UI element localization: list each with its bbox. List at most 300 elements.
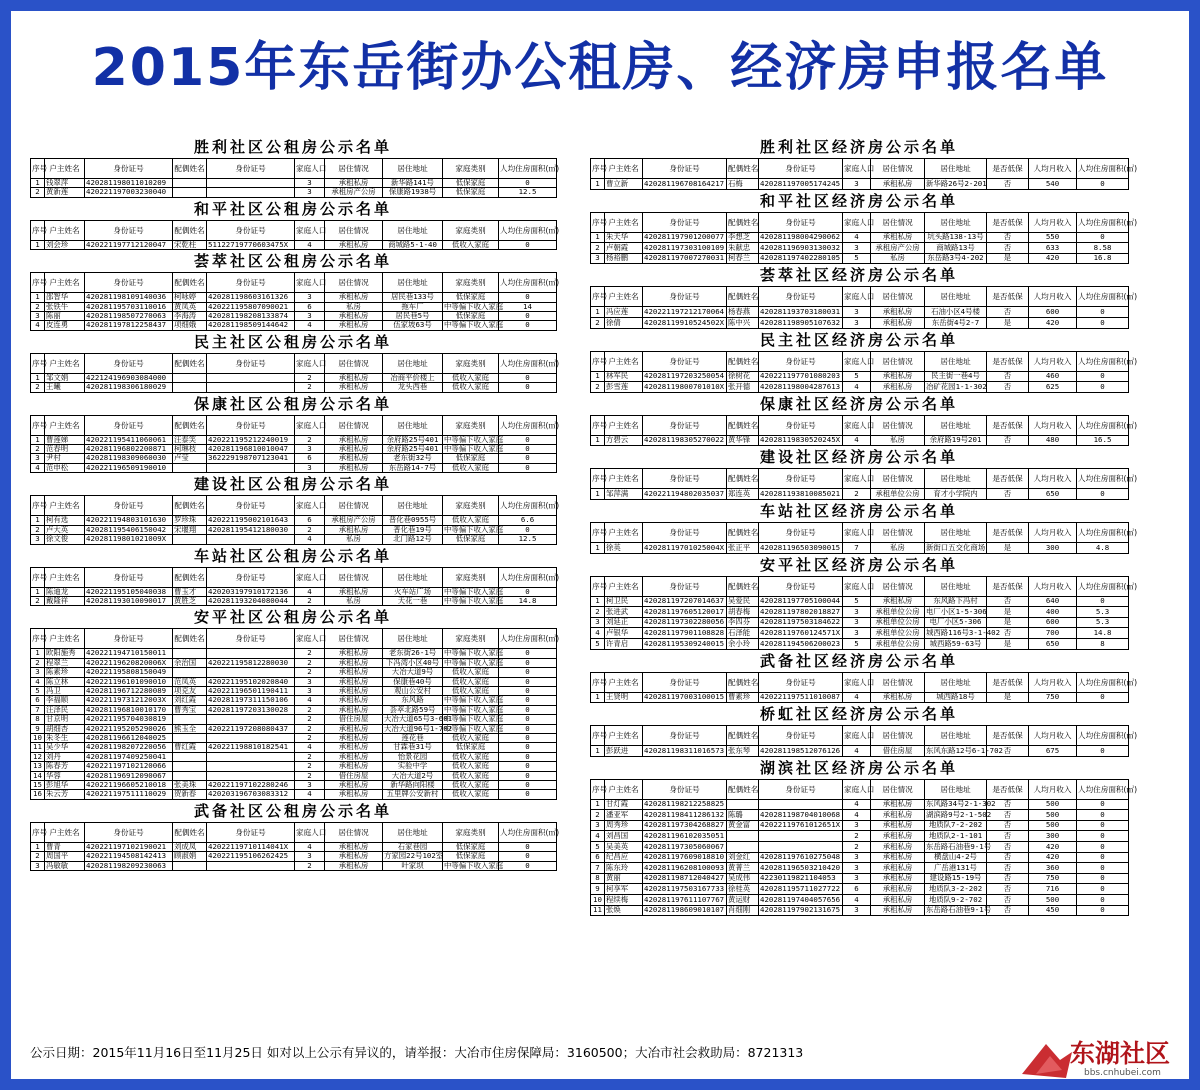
table-cell: 胡春梅 bbox=[727, 607, 759, 618]
table-cell: 420281196612040025 bbox=[85, 733, 173, 742]
table-cell: 420221195212240019 bbox=[207, 435, 295, 444]
column-header: 身份证号 bbox=[85, 415, 173, 435]
table-row bbox=[591, 382, 1129, 393]
column-header: 居住地址 bbox=[925, 159, 987, 179]
table-cell: 2 bbox=[295, 383, 325, 392]
column-header: 身份证号 bbox=[207, 496, 295, 516]
column-header: 居住情况 bbox=[325, 220, 383, 240]
table-cell: 0 bbox=[499, 435, 557, 444]
column-header: 居住地址 bbox=[925, 351, 987, 371]
table-cell: 黄胜芝 bbox=[173, 596, 207, 605]
table-cell: 2 bbox=[295, 649, 325, 658]
table-cell: 石家巷园 bbox=[383, 842, 443, 851]
table-cell: 吴成伟 bbox=[727, 873, 759, 884]
table-cell: 私房 bbox=[325, 302, 383, 311]
section-title: 胜利社区经济房公示名单 bbox=[759, 138, 958, 156]
table-cell: 黄丽 bbox=[605, 873, 643, 884]
table-cell: 420221197712120047 bbox=[85, 240, 173, 249]
column-header: 居住情况 bbox=[871, 522, 925, 542]
table-cell: 500 bbox=[1029, 895, 1077, 906]
table-cell: 冯卫 bbox=[45, 686, 85, 695]
table-cell: 低保家庭 bbox=[443, 293, 499, 302]
table-cell: 否 bbox=[987, 852, 1029, 863]
table-cell: 是 bbox=[987, 617, 1029, 628]
table-cell: 借住房屋 bbox=[325, 771, 383, 780]
table-cell: 东风路34号2-1-302 bbox=[926, 799, 996, 809]
table-cell: 420281197611107767 bbox=[643, 895, 727, 906]
table-row bbox=[591, 638, 1129, 649]
table-cell: 420221195002101643 bbox=[207, 516, 295, 525]
table-cell: 4 bbox=[31, 463, 45, 472]
section-title: 湖滨社区经济房公示名单 bbox=[759, 758, 958, 777]
table-cell: 6 bbox=[295, 516, 325, 525]
column-header: 家庭人口 bbox=[843, 522, 871, 542]
table-cell: 420281198311016573 bbox=[643, 746, 727, 757]
table-cell: 540 bbox=[1029, 179, 1077, 190]
table-cell: 许青启 bbox=[605, 638, 643, 649]
table-cell: 4 bbox=[843, 382, 871, 393]
column-header: 身份证号 bbox=[85, 273, 173, 293]
column-header: 配偶姓名 bbox=[173, 273, 207, 293]
table-cell: 冶商平价楼上 bbox=[383, 373, 443, 382]
table-cell: 420281198411286132 bbox=[643, 810, 727, 821]
table-cell: 余府路25号401 bbox=[383, 445, 443, 454]
table-cell: 五里牌公安新村 bbox=[383, 790, 443, 799]
header-row bbox=[591, 672, 1129, 692]
column-header: 居住地址 bbox=[383, 822, 443, 842]
column-header: 序号 bbox=[591, 351, 605, 371]
header-row bbox=[31, 159, 557, 179]
table-cell: 420281198306180029 bbox=[85, 383, 173, 392]
table-cell: 4 bbox=[843, 232, 871, 243]
table-cell: 42028119800701010X bbox=[643, 382, 727, 393]
table-cell bbox=[207, 383, 295, 392]
table-cell: 伍家坡63号 bbox=[383, 321, 443, 330]
table-cell: 承租私房 bbox=[325, 445, 383, 454]
column-header: 家庭人口 bbox=[295, 567, 325, 587]
column-header: 户主姓名 bbox=[605, 469, 643, 489]
table-cell: 李福顺 bbox=[45, 696, 85, 705]
table-cell: 420281198305270022 bbox=[643, 435, 727, 446]
table-cell: 0 bbox=[499, 383, 557, 392]
table-cell: 3 bbox=[295, 312, 325, 321]
column-header: 家庭人口 bbox=[295, 415, 325, 435]
column-header: 家庭类别 bbox=[443, 159, 499, 179]
table-cell: 420281198212258825 bbox=[643, 799, 727, 810]
column-header: 人均月收入 bbox=[1029, 576, 1077, 596]
table-cell: 420281197902131675 bbox=[759, 905, 843, 916]
column-header: 居住地址 bbox=[925, 779, 987, 799]
table-row bbox=[31, 321, 557, 330]
table-cell: 下冯湾小区40号 bbox=[383, 658, 443, 667]
column-header: 居住情况 bbox=[325, 273, 383, 293]
table-cell: 420221194803101630 bbox=[85, 516, 173, 525]
table-row bbox=[591, 895, 1129, 906]
table-cell: 420281197610275048 bbox=[759, 852, 843, 863]
column-header: 家庭类别 bbox=[443, 496, 499, 516]
table-cell: 低收入家庭 bbox=[443, 677, 499, 686]
economic-housing-column bbox=[590, 136, 1138, 916]
table-cell: 0 bbox=[499, 790, 557, 799]
column-header: 家庭人口 bbox=[843, 672, 871, 692]
table-cell: 420281197203130028 bbox=[207, 705, 295, 714]
table-cell: 汪泰笑 bbox=[173, 435, 207, 444]
column-header: 居住情况 bbox=[871, 351, 925, 371]
table-cell: 1 bbox=[31, 842, 45, 851]
column-header: 人均月收入 bbox=[1029, 287, 1077, 307]
table-cell: 否 bbox=[987, 435, 1029, 446]
table-cell: 陈中兴 bbox=[727, 317, 759, 328]
table-cell: 曹莲娣 bbox=[45, 435, 85, 444]
table-cell: 皮连勇 bbox=[45, 321, 85, 330]
table-cell: 42028119701025004X bbox=[643, 542, 727, 553]
table-cell: 42230119821104053 bbox=[759, 873, 843, 884]
table-cell bbox=[207, 188, 295, 197]
table-cell: 420221195411060061 bbox=[85, 435, 173, 444]
table-cell: 中等偏下收入家庭 bbox=[444, 586, 504, 596]
table-cell: 承租房产公房 bbox=[325, 516, 383, 525]
table-cell: 大冶大道2号 bbox=[383, 771, 443, 780]
table-cell: 承租私房 bbox=[325, 724, 383, 733]
column-header: 家庭人口 bbox=[295, 629, 325, 649]
table-cell: 716 bbox=[1029, 884, 1077, 895]
table-cell: 420281193204080044 bbox=[207, 596, 295, 605]
table-cell: 邹萍满 bbox=[605, 489, 643, 500]
table-cell: 420281198512076126 bbox=[759, 746, 843, 757]
table-cell: 否 bbox=[987, 799, 1029, 810]
table-cell: 承租私房 bbox=[325, 649, 383, 658]
table-cell: 承租私房 bbox=[325, 677, 383, 686]
table-cell: 420203197910172136 bbox=[207, 587, 295, 596]
table-cell bbox=[207, 179, 295, 188]
table-cell: 承租私房 bbox=[871, 692, 925, 703]
column-header: 户主姓名 bbox=[605, 672, 643, 692]
table-cell: 400 bbox=[1029, 607, 1077, 618]
column-header: 居住地址 bbox=[383, 629, 443, 649]
column-header: 居住地址 bbox=[925, 522, 987, 542]
table-cell: 3 bbox=[591, 617, 605, 628]
table-cell: 42028119830520245X bbox=[759, 435, 843, 446]
table-cell: 刘延正 bbox=[605, 617, 643, 628]
table-cell: 地质队3-2-202 bbox=[925, 884, 987, 895]
table-cell: 杨裕鹏 bbox=[605, 253, 643, 264]
table-cell: 420281196903130032 bbox=[759, 243, 843, 254]
table-cell: 否 bbox=[987, 831, 1029, 842]
column-header: 户主姓名 bbox=[605, 726, 643, 746]
table-cell: 0 bbox=[499, 312, 557, 321]
column-header: 家庭人口 bbox=[843, 212, 871, 232]
section-title: 安平社区经济房公示名单 bbox=[759, 555, 958, 574]
table-cell: 0 bbox=[499, 852, 557, 861]
column-header: 居住情况 bbox=[325, 629, 383, 649]
table-cell: 居民巷133号 bbox=[383, 293, 443, 302]
header-row bbox=[31, 353, 557, 373]
table-cell: 熊玉全 bbox=[173, 724, 207, 733]
table-cell: 中等偏下收入家庭 bbox=[444, 657, 504, 667]
table-cell: 曹立新 bbox=[605, 179, 643, 190]
table-cell: 3 bbox=[843, 307, 871, 318]
table-cell: 4 bbox=[295, 743, 325, 752]
table-row bbox=[591, 243, 1129, 254]
column-header: 配偶姓名 bbox=[727, 726, 759, 746]
column-header: 是否低保 bbox=[987, 726, 1029, 746]
table-cell: 否 bbox=[987, 489, 1029, 500]
table-cell: 低收入家庭 bbox=[443, 781, 499, 790]
table-cell: 4 bbox=[843, 799, 871, 810]
column-header: 家庭人口 bbox=[295, 353, 325, 373]
table-cell: 4 bbox=[295, 842, 325, 851]
table-cell: 5.3 bbox=[1077, 607, 1129, 618]
table-cell: 1 bbox=[31, 516, 45, 525]
table-cell: 420221197102120066 bbox=[85, 762, 173, 771]
table-row bbox=[31, 715, 557, 724]
table-cell: 承租私房 bbox=[325, 463, 383, 472]
table-cell: 张东琴 bbox=[727, 746, 759, 757]
column-header: 是否低保 bbox=[987, 351, 1029, 371]
column-header: 居住情况 bbox=[871, 287, 925, 307]
section-left-3 bbox=[30, 331, 560, 393]
table-cell: 420221197212170064 bbox=[643, 307, 727, 318]
table-cell: 2 bbox=[295, 658, 325, 667]
table-cell: 中等偏下收入家庭 bbox=[444, 714, 504, 724]
table-row bbox=[31, 668, 557, 677]
column-header: 配偶姓名 bbox=[173, 220, 207, 240]
table-cell: 420281197705100044 bbox=[759, 596, 843, 607]
column-header: 是否低保 bbox=[987, 415, 1029, 435]
table-cell: 14 bbox=[499, 302, 557, 311]
table-cell: 420281197605120017 bbox=[643, 607, 727, 618]
table-cell: 0 bbox=[499, 677, 557, 686]
table-cell: 陈春芳 bbox=[45, 762, 85, 771]
table-cell: 私房 bbox=[325, 535, 383, 544]
header-row bbox=[31, 629, 557, 649]
table-cell: 700 bbox=[1029, 628, 1077, 639]
table-cell: 420281198603161326 bbox=[207, 293, 295, 302]
table-row bbox=[591, 628, 1129, 639]
section-right-3 bbox=[590, 329, 1138, 393]
table-cell: 420281198207220056 bbox=[85, 743, 173, 752]
table-cell: 0 bbox=[499, 861, 557, 870]
column-header: 家庭人口 bbox=[843, 415, 871, 435]
table-cell bbox=[759, 799, 843, 810]
table-cell: 4 bbox=[31, 677, 45, 686]
table-cell: 3 bbox=[843, 243, 871, 254]
table-cell: 柯享军 bbox=[605, 884, 643, 895]
table-cell: 13 bbox=[31, 762, 45, 771]
table-cell: 0 bbox=[499, 842, 557, 851]
table-cell: 曹青 bbox=[45, 842, 85, 851]
column-header: 居住地址 bbox=[925, 576, 987, 596]
table-cell: 低保家庭 bbox=[443, 852, 499, 861]
table-cell: 承租私房 bbox=[871, 371, 925, 382]
table-cell: 刘昌国 bbox=[605, 831, 643, 842]
table-cell: 420281196503090015 bbox=[759, 542, 843, 553]
table-cell: 朱云芳 bbox=[45, 790, 85, 799]
table-cell: 刘成凤 bbox=[173, 842, 207, 851]
table-cell: 荟萃北路59号 bbox=[383, 705, 443, 714]
table-cell: 14.8 bbox=[1077, 628, 1129, 639]
column-header: 配偶姓名 bbox=[173, 415, 207, 435]
table-cell: 5 bbox=[843, 371, 871, 382]
table-cell: 3 bbox=[295, 463, 325, 472]
table-cell: 低保家庭 bbox=[443, 743, 499, 752]
table-cell: 甘霖巷31号 bbox=[383, 743, 443, 752]
column-header: 居住情况 bbox=[325, 159, 383, 179]
table-cell: 420281193703180031 bbox=[759, 307, 843, 318]
section-title: 荟萃社区经济房公示名单 bbox=[759, 266, 958, 285]
table-cell: 420281198704010068 bbox=[759, 810, 843, 821]
table-cell: 3 bbox=[591, 253, 605, 264]
table-cell: 420221194710150011 bbox=[85, 649, 173, 658]
table-cell bbox=[173, 373, 207, 382]
column-header: 身份证号 bbox=[643, 469, 727, 489]
table-row bbox=[31, 293, 557, 302]
table-cell: 420281198004287613 bbox=[759, 382, 843, 393]
table-cell bbox=[173, 463, 207, 472]
column-header: 户主姓名 bbox=[45, 567, 85, 587]
table-cell: 低收入家庭 bbox=[443, 762, 499, 771]
table-cell: 承租私房 bbox=[871, 820, 925, 831]
table-cell: 0 bbox=[499, 587, 557, 596]
table-cell: 程翠兰 bbox=[45, 658, 85, 667]
table-cell: 承租私房 bbox=[325, 762, 383, 771]
table-cell: 16.5 bbox=[1077, 435, 1129, 446]
table-row bbox=[591, 307, 1129, 318]
table-cell bbox=[173, 861, 207, 870]
footer-notice: 公示日期：2015年11月16日至11月25日 如对以上公示有异议的，请举报：大冶市住房保障局：3160500；大冶市社会救助局：8721313 bbox=[30, 1045, 804, 1060]
column-header: 序号 bbox=[31, 159, 45, 179]
column-header: 序号 bbox=[31, 822, 45, 842]
column-header: 配偶姓名 bbox=[173, 159, 207, 179]
roster-table bbox=[590, 286, 1138, 328]
header-row bbox=[591, 287, 1129, 307]
table-cell: 420281197311150106 bbox=[207, 696, 295, 705]
table-cell: 420281196810010047 bbox=[207, 445, 295, 454]
column-header: 居住情况 bbox=[871, 576, 925, 596]
column-header: 身份证号 bbox=[643, 576, 727, 596]
table-row bbox=[591, 799, 1129, 810]
table-cell: 420221195205290026 bbox=[85, 724, 173, 733]
table-cell: 李海涛 bbox=[173, 312, 207, 321]
column-header: 配偶姓名 bbox=[727, 415, 759, 435]
table-cell: 彭雪莲 bbox=[605, 382, 643, 393]
table-cell: 14.8 bbox=[499, 596, 557, 605]
roster-table bbox=[590, 725, 1138, 757]
table-cell: 300 bbox=[1029, 542, 1077, 553]
table-cell: 1 bbox=[591, 371, 605, 382]
column-header: 家庭类别 bbox=[443, 567, 499, 587]
column-header: 身份证号 bbox=[759, 726, 843, 746]
column-header: 户主姓名 bbox=[45, 629, 85, 649]
table-cell: 保康巷40号 bbox=[383, 677, 443, 686]
table-cell: 潘亚军 bbox=[605, 810, 643, 821]
column-header: 户主姓名 bbox=[45, 159, 85, 179]
table-cell: 420281195406150042 bbox=[85, 525, 173, 534]
table-cell: 低收入家庭 bbox=[443, 790, 499, 799]
table-cell: 3 bbox=[843, 617, 871, 628]
table-cell: 承租私房 bbox=[325, 587, 383, 596]
table-cell: 0 bbox=[499, 696, 557, 705]
table-row bbox=[31, 649, 557, 658]
table-cell bbox=[207, 752, 295, 761]
table-cell: 方碧云 bbox=[605, 435, 643, 446]
table-cell: 柯卫民 bbox=[605, 596, 643, 607]
table-cell: 420281196810010170 bbox=[85, 705, 173, 714]
table-cell: 否 bbox=[987, 746, 1029, 757]
table-cell: 新华路141号 bbox=[383, 179, 443, 188]
table-cell: 420221197511010087 bbox=[759, 692, 843, 703]
table-cell: 东风路下冯村 bbox=[925, 596, 987, 607]
table-cell: 10 bbox=[31, 733, 45, 742]
table-cell: 黄凤英 bbox=[173, 302, 207, 311]
table-cell: 吴少华 bbox=[45, 743, 85, 752]
table-cell: 承租私房 bbox=[871, 831, 925, 842]
table-cell: 4 bbox=[843, 746, 871, 757]
table-cell: 3 bbox=[295, 781, 325, 790]
column-header: 序号 bbox=[591, 159, 605, 179]
table-cell: 黄菁兰 bbox=[727, 863, 759, 874]
table-cell: 2 bbox=[31, 852, 45, 861]
table-cell: 3 bbox=[295, 188, 325, 197]
column-header: 人均月收入 bbox=[1029, 522, 1077, 542]
column-header: 居住地址 bbox=[383, 496, 443, 516]
table-cell: 420281195711027722 bbox=[759, 884, 843, 895]
table-row bbox=[591, 253, 1129, 264]
table-cell: 承租私房 bbox=[871, 382, 925, 393]
table-cell: 火车站广场 bbox=[383, 587, 443, 596]
table-cell: 彭旭华 bbox=[45, 781, 85, 790]
column-header: 配偶姓名 bbox=[727, 351, 759, 371]
table-cell: 否 bbox=[987, 863, 1029, 874]
table-cell: 1 bbox=[591, 542, 605, 553]
table-cell: 2 bbox=[295, 435, 325, 444]
table-cell bbox=[207, 463, 295, 472]
table-cell: 12 bbox=[31, 752, 45, 761]
section-title: 建设社区公租房公示名单 bbox=[193, 475, 392, 494]
table-cell: 3 bbox=[843, 873, 871, 884]
column-header: 居住地址 bbox=[925, 212, 987, 232]
table-cell: 承租私房 bbox=[325, 861, 383, 870]
table-cell bbox=[173, 752, 207, 761]
table-cell: 2 bbox=[295, 668, 325, 677]
table-cell: 地质队9-2-702 bbox=[925, 895, 987, 906]
table-cell: 420281198011010209 bbox=[85, 179, 173, 188]
section-right-5 bbox=[590, 446, 1138, 500]
column-header: 居住地址 bbox=[383, 273, 443, 293]
roster-table bbox=[590, 779, 1138, 917]
column-header: 身份证号 bbox=[643, 726, 727, 746]
table-cell: 0 bbox=[1077, 596, 1129, 607]
table-cell: 程续梅 bbox=[605, 895, 643, 906]
roster-table bbox=[30, 495, 560, 544]
table-cell: 承租私房 bbox=[325, 733, 383, 742]
table-cell: 私房 bbox=[871, 542, 925, 553]
table-cell: 余小玲 bbox=[727, 638, 759, 649]
table-cell: 5 bbox=[31, 686, 45, 695]
column-header: 人均住房面积(㎡) bbox=[1077, 212, 1129, 232]
table-row bbox=[31, 516, 557, 525]
column-header: 身份证号 bbox=[207, 629, 295, 649]
column-header: 序号 bbox=[591, 576, 605, 596]
column-header: 居住情况 bbox=[325, 415, 383, 435]
table-cell: 刘金红 bbox=[727, 852, 759, 863]
column-header: 居住情况 bbox=[325, 496, 383, 516]
table-cell: 5 bbox=[843, 638, 871, 649]
table-cell: 冯敏敏 bbox=[45, 861, 85, 870]
column-header: 身份证号 bbox=[759, 576, 843, 596]
column-header: 居住地址 bbox=[383, 220, 443, 240]
table-cell: 4 bbox=[295, 790, 325, 799]
